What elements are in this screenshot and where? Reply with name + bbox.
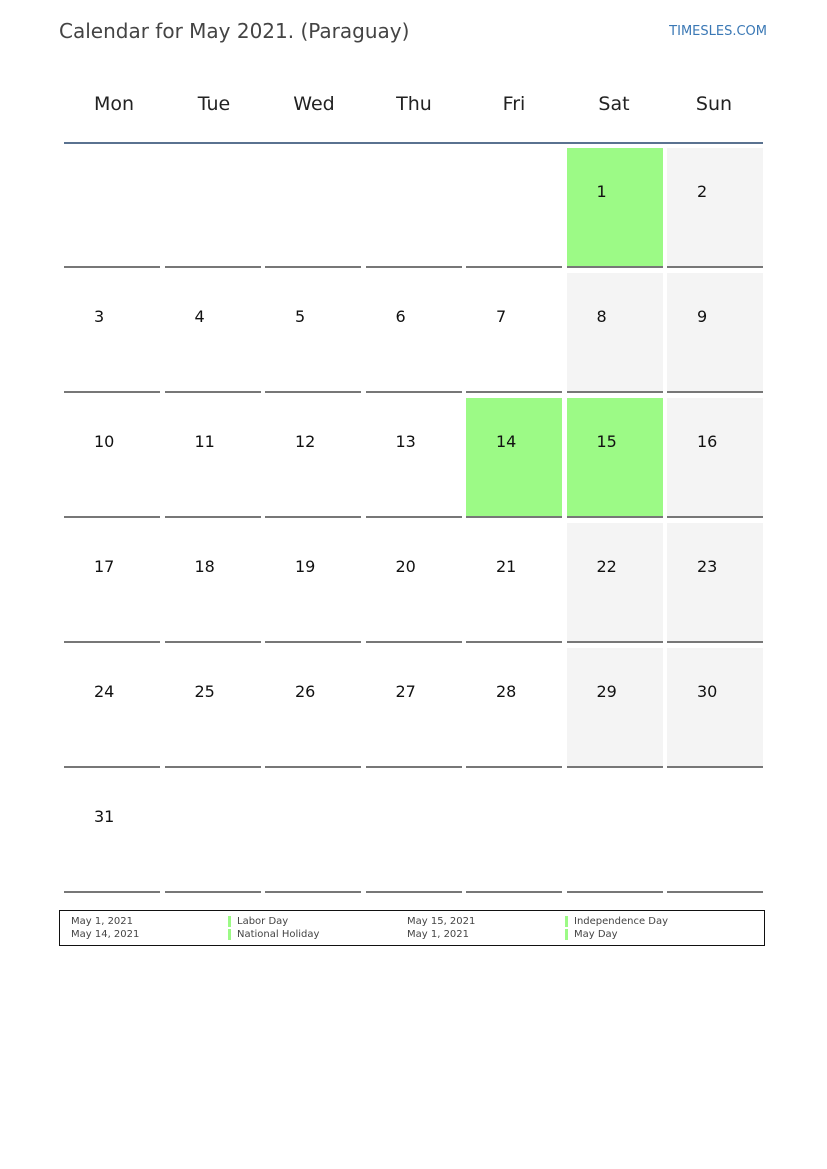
day-cell	[567, 273, 663, 393]
day-number: 26	[295, 682, 316, 701]
day-cell	[265, 148, 361, 268]
day-cell	[366, 523, 462, 643]
day-cell	[366, 648, 462, 768]
day-cell	[667, 273, 763, 393]
legend-holiday-name: Labor Day	[228, 916, 288, 927]
holiday-legend	[59, 910, 765, 946]
day-cell	[64, 648, 160, 768]
day-cell	[265, 523, 361, 643]
day-cell	[366, 273, 462, 393]
day-cell	[466, 773, 562, 893]
day-cell	[165, 398, 261, 518]
day-number: 3	[94, 307, 105, 326]
day-number: 2	[697, 182, 708, 201]
day-cell	[466, 148, 562, 268]
legend-row	[60, 916, 764, 929]
day-cell	[165, 523, 261, 643]
weekday-mon: Mon	[93, 93, 135, 115]
legend-holiday-name: Independence Day	[565, 916, 668, 927]
day-number: 29	[596, 682, 617, 701]
header-divider	[64, 142, 763, 144]
legend-date: May 14, 2021	[71, 929, 140, 940]
day-cell	[567, 773, 663, 893]
day-number: 5	[295, 307, 306, 326]
day-cell	[667, 148, 763, 268]
day-number: 31	[94, 807, 115, 826]
day-cell	[366, 773, 462, 893]
weekday-sat: Sat	[598, 93, 630, 115]
day-cell	[466, 523, 562, 643]
weekday-wed: Wed	[293, 93, 335, 115]
day-number: 21	[496, 557, 517, 576]
day-cell	[265, 773, 361, 893]
day-number: 11	[194, 432, 215, 451]
day-number: 18	[194, 557, 215, 576]
day-cell	[165, 273, 261, 393]
legend-holiday-name: May Day	[565, 929, 618, 940]
day-cell	[64, 273, 160, 393]
day-number: 8	[596, 307, 607, 326]
legend-date: May 1, 2021	[71, 916, 134, 927]
day-number: 27	[395, 682, 416, 701]
weekday-header-row	[64, 82, 764, 126]
day-number: 22	[596, 557, 617, 576]
day-number: 13	[395, 432, 416, 451]
day-cell	[667, 648, 763, 768]
day-number: 14	[496, 432, 517, 451]
day-cell	[64, 398, 160, 518]
day-number: 24	[94, 682, 115, 701]
day-number: 4	[194, 307, 205, 326]
day-number: 28	[496, 682, 517, 701]
day-number: 7	[496, 307, 507, 326]
day-number: 9	[697, 307, 708, 326]
day-cell	[265, 648, 361, 768]
day-number: 23	[697, 557, 718, 576]
day-cell	[667, 523, 763, 643]
day-number: 15	[596, 432, 617, 451]
weekday-tue: Tue	[197, 93, 231, 115]
day-cell	[667, 773, 763, 893]
day-cell	[466, 648, 562, 768]
day-cell	[64, 523, 160, 643]
day-cell	[64, 148, 160, 268]
day-cell	[567, 398, 663, 518]
day-cell	[466, 273, 562, 393]
brand-link[interactable]: TIMESLES.COM	[669, 24, 767, 39]
day-cell	[165, 648, 261, 768]
day-cell	[466, 398, 562, 518]
day-number: 12	[295, 432, 316, 451]
day-cell	[265, 273, 361, 393]
legend-row	[60, 929, 764, 942]
weekday-thu: Thu	[396, 93, 432, 115]
day-cell	[64, 773, 160, 893]
weekday-sun: Sun	[695, 93, 733, 115]
day-number: 20	[395, 557, 416, 576]
legend-date: May 1, 2021	[407, 929, 470, 940]
page-title: Calendar for May 2021. (Paraguay)	[59, 19, 410, 43]
day-number: 16	[697, 432, 718, 451]
day-cell	[366, 398, 462, 518]
day-cell	[165, 773, 261, 893]
legend-date: May 15, 2021	[407, 916, 476, 927]
legend-holiday-name: National Holiday	[228, 929, 319, 940]
day-number: 25	[194, 682, 215, 701]
day-number: 17	[94, 557, 115, 576]
day-number: 30	[697, 682, 718, 701]
day-number: 10	[94, 432, 115, 451]
day-cell	[567, 148, 663, 268]
day-number: 1	[596, 182, 607, 201]
day-cell	[366, 148, 462, 268]
day-cell	[567, 523, 663, 643]
day-cell	[667, 398, 763, 518]
weekday-fri: Fri	[502, 93, 526, 115]
day-cell	[165, 148, 261, 268]
day-number: 6	[395, 307, 406, 326]
day-cell	[265, 398, 361, 518]
day-number: 19	[295, 557, 316, 576]
day-cell	[567, 648, 663, 768]
